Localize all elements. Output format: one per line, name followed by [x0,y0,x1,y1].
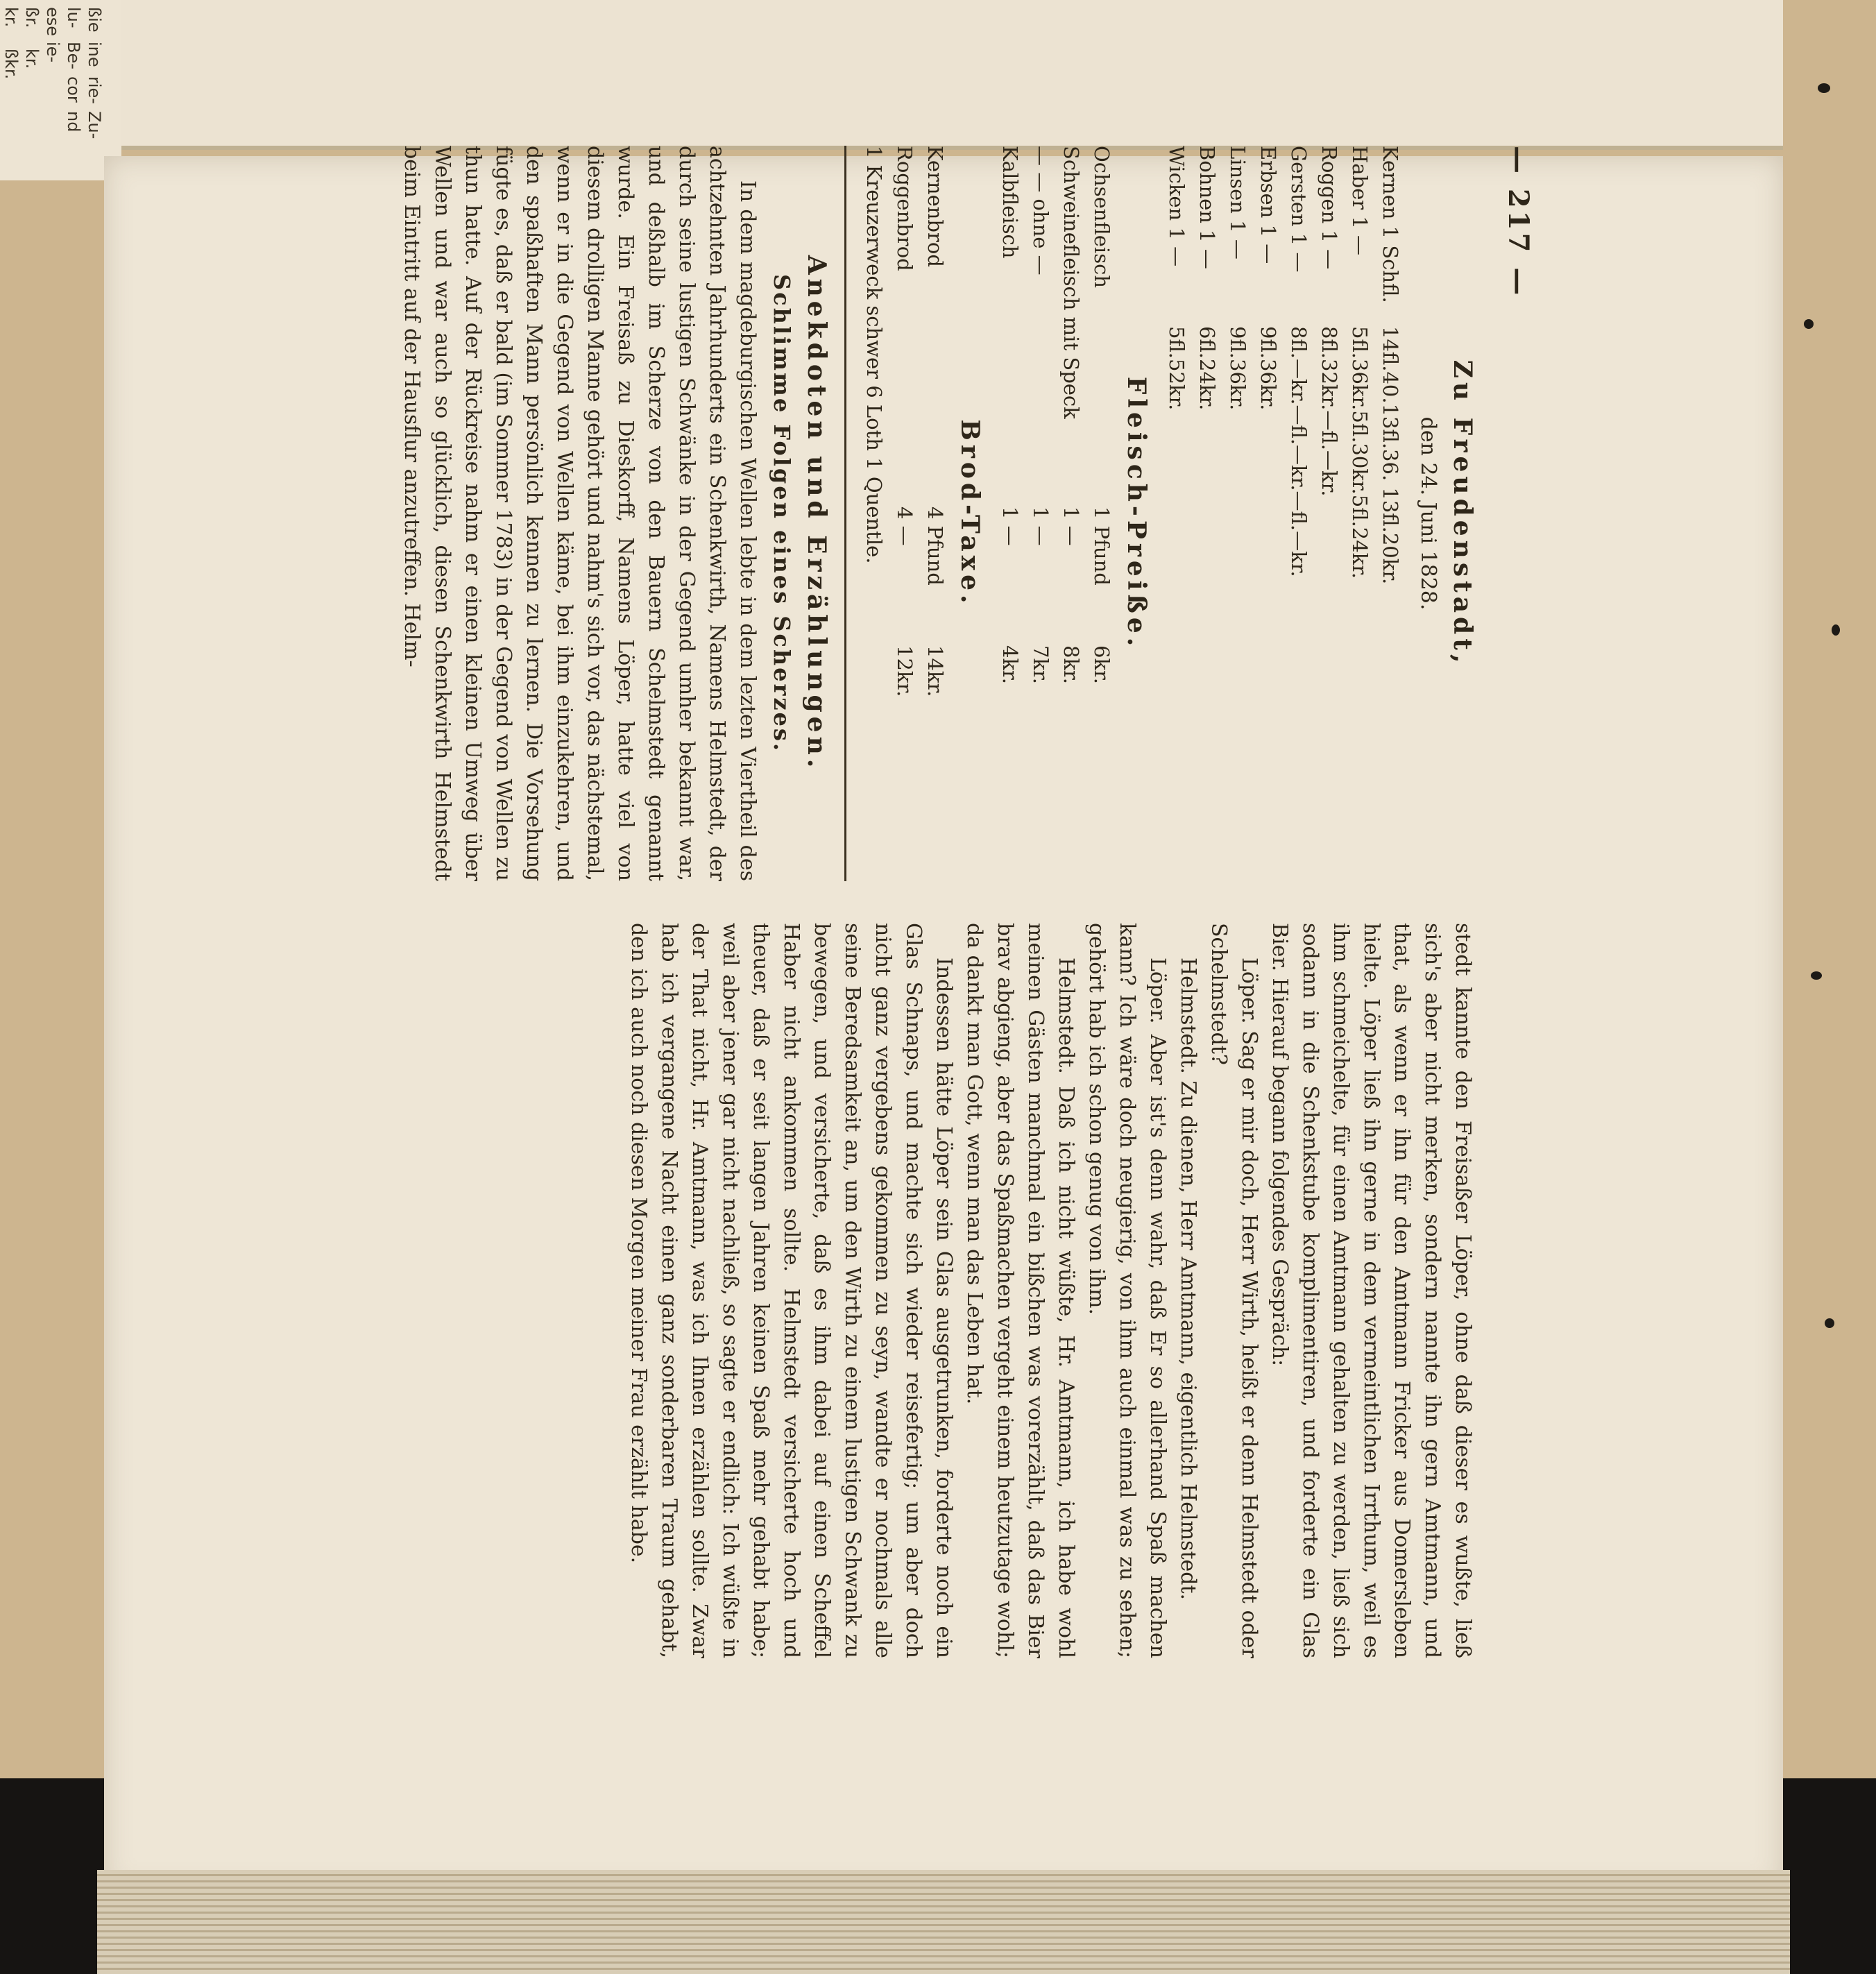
bread-heading: Brod-Taxe. [955,419,984,608]
price-column [396,146,1478,881]
date-line: den 24. Juni 1828. [1416,416,1440,611]
grain-values: 9fl.36kr. [1256,326,1280,411]
grain-price-row [1253,146,1284,881]
grain-price-row [1161,146,1192,881]
grain-values: 6fl.24kr. [1195,326,1219,411]
grain-name: Gersten 1 — [1287,146,1311,273]
fragment-line: rie- [85,76,104,104]
grain-price-row [1375,146,1406,881]
meat-name: Schweinefleisch mit Speck [1059,146,1083,419]
meat-value: 4kr. [998,645,1022,684]
page-text-block [167,146,1533,1658]
ink-speck [1804,319,1814,329]
meat-qty: 1 — [1029,507,1052,546]
dialogue-paragraph: Löper. Aber ist's denn wahr, daß Er so allerhand Spaß machen kann? Ich wäre doch neugierig, von ihm auch einmal was zu sehen; gehört hab ich schon genug von ihm. [1084,923,1170,1658]
dialogue-paragraph: Helmstedt. Zu dienen, Herr Amtmann, eigentlich Helmstedt. [1176,958,1200,1601]
ink-speck [1832,624,1840,636]
ink-speck [1811,971,1822,980]
meat-name: Kalbfleisch [998,146,1022,259]
fragment-line: lu- [64,7,83,28]
page-edges [97,1870,1790,1974]
grain-name: Wicken 1 — [1165,146,1188,267]
grain-price-row [1222,146,1253,881]
fragment-line: kr. [22,49,42,69]
grain-values: 8fl.32kr.—fl.—kr. [1318,326,1341,497]
ink-speck [1825,1318,1834,1328]
grain-values: 5fl.36kr.5fl.30kr.5fl.24kr. [1348,326,1372,579]
fragment-line: Zu- [85,111,104,139]
grain-name: Kernen 1 Schfl. [1379,146,1402,303]
left-page-fragment [0,0,121,180]
meat-value: 8kr. [1059,645,1083,684]
grain-values: 14fl.40.13fl.36. 13fl.20kr. [1379,326,1402,585]
fragment-line: ie- [43,42,62,63]
location-title: Zu Freudenstadt, [1448,359,1477,667]
page-number: — 217 — [1502,146,1535,298]
meat-qty: 1 — [998,507,1022,546]
meat-value: 7kr. [1029,645,1052,684]
meat-price-row [1025,146,1056,881]
grain-values: 8fl.—kr.—fl.—kr.—fl.—kr. [1287,326,1311,577]
fragment-line: kr. [1,7,21,28]
meat-qty: 1 — [1059,507,1083,546]
fragment-line: ßkr. [1,49,21,80]
anecdote-heading: Anekdoten und Erzählungen. [802,255,831,772]
section-divider [844,146,846,881]
grain-price-row [1345,146,1375,881]
grain-price-row [1314,146,1345,881]
page-header [1499,146,1533,1658]
grain-name: Roggen 1 — [1318,146,1341,270]
meat-price-row [1086,146,1117,881]
bread-qty: 4 — [893,507,916,546]
dialogue-paragraph: stedt kannte den Freisaßer Löper, ohne daß dieser es wußte, ließ sich's aber nicht merken, sondern nannte ihn gern Amtmann, und that, als wenn er ihn für den Amtmann Fricker aus Domersleben hielte. Löper ließ ihn gerne in dem vermeintlichen Irrthum, weil es ihm schmeichelte, für einen Amtmann gehalten zu werden, ließ sich sodann in die Schenkstube komplimentiren, und forderte ein Glas Bier. Hierauf begann folgendes Gespräch: [1268,923,1475,1658]
meat-name: Ochsenfleisch [1090,146,1114,288]
previous-page [76,0,1783,150]
fragment-line: nd [64,111,83,133]
meat-heading: Fleisch-Preiße. [1122,376,1151,651]
bread-name: 1 Kreuzerweck schwer 6 Loth 1 Quentle. [862,146,886,564]
grain-price-row [1284,146,1314,881]
bread-qty: 4 Pfund [923,507,947,586]
bread-price-row [889,146,920,881]
fragment-line: ßr. [22,7,42,28]
grain-name: Haber 1 — [1348,146,1372,256]
anecdote-subheading: Schlimme Folgen eines Scherzes. [769,273,795,754]
dialogue-paragraph: Helmstedt. Daß ich nicht wüßte, Hr. Amtmann, ich habe wohl meinen Gästen manchmal ein bißchen was vorerzählt, daß das Bier brav abgieng, aber das Spaßmachen vergeht einem heutzutage wohl; da dankt man Gott, wenn man das Leben hat. [962,923,1078,1658]
dialogue-paragraph: Löper. Sag er mir doch, Herr Wirth, heißt er denn Helmstedt oder Schelmstedt? [1206,923,1261,1658]
bread-value: 14kr. [923,645,947,697]
fragment-line: ine [85,42,104,67]
dialogue-paragraph: Indessen hätte Löper sein Glas ausgetrunken, forderte noch ein Glas Schnaps, und machte sich wieder reisefertig; um aber doch nicht ganz vergebens gekommen zu seyn, wandte er nochmals alle seine Beredsamkeit an, um den Wirth zu einem lustigen Schwank zu bewegen, und versicherte, daß es ihm dabei auf einen Scheffel Haber nicht ankommen sollte. Helmstedt versicherte hoch und theuer, daß er seit langen Jahren keinen Spaß mehr gehabt habe; weil aber jener gar nicht nachließ, so sagte er endlich: Ich wüßte in der That nicht, Hr. Amtmann, was ich Ihnen erzählen sollte. Zwar hab ich vergangene Nacht einen ganz sonderbaren Traum gehabt, den ich auch noch diesen Morgen meiner Frau erzählt habe. [626,923,956,1658]
grain-values: 9fl.36kr. [1226,326,1250,411]
bread-name: Kernenbrod [923,146,947,267]
meat-value: 6kr. [1090,645,1114,684]
meat-qty: 1 Pfund [1090,507,1114,586]
bread-name: Roggenbrod [893,146,916,271]
ink-speck [1818,83,1830,93]
fragment-line: Be- [64,42,83,69]
grain-name: Bohnen 1 — [1195,146,1219,269]
grain-values: 5fl.52kr. [1165,326,1188,411]
grain-name: Linsen 1 — [1226,146,1250,259]
meat-name: — — ohne — [1029,146,1052,275]
dialogue-column [623,923,1478,1658]
anecdote-paragraph: In dem magdeburgischen Wellen lebte in dem lezten Viertheil des achtzehnten Jahrhunderts ein Schenkwirth, Namens Helmstedt, der durch seine lustigen Schwänke in der Gegend umher bekannt war, und deßhalb im Scherze von den Bauern Schelmstedt genannt wurde. Ein Freisaß zu Dieskorff, Namens Löper, hatte viel von diesem drolligen Manne gehört und nahm's sich vor, das nächstemal, wenn er in die Gegend von Wellen käme, bei ihm einzukehren, und den spaßhaften Mann persönlich kennen zu lernen. Die Vorsehung fügte es, daß er bald (im Sommer 1783) in der Gegend von Wellen zu thun hatte. Auf der Rückreise nahm er einen kleinen Umweg über Wellen und war auch so glücklich, diesen Schenkwirth Helmstedt beim Eintritt auf der Hausflur anzutreffen. Helm- [400,146,760,881]
grain-name: Erbsen 1 — [1256,146,1280,264]
bread-value: 12kr. [893,645,916,697]
fragment-line: ese [43,7,62,37]
bread-price-row [859,146,889,881]
fragment-line: ßie [85,7,104,33]
bread-price-row [920,146,950,881]
meat-price-row [1056,146,1086,881]
grain-price-row [1192,146,1222,881]
fragment-line: cor [64,76,83,103]
meat-price-row [995,146,1025,881]
